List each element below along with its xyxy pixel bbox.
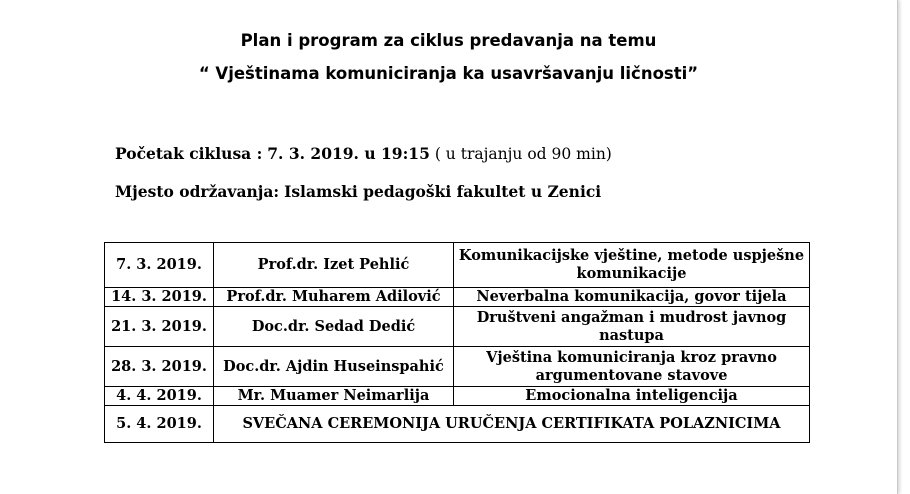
lecturer-cell: Prof.dr. Muharem Adilović bbox=[214, 288, 454, 307]
table-row bbox=[105, 243, 810, 288]
start-label: Početak ciklusa : bbox=[115, 144, 263, 163]
duration-note: ( u trajanju od 90 min) bbox=[434, 145, 612, 163]
lecturer-cell: Doc.dr. Ajdin Huseinspahić bbox=[214, 347, 454, 387]
date-cell: 5. 4. 2019. bbox=[105, 406, 214, 443]
lecturer-cell: Prof.dr. Izet Pehlić bbox=[214, 243, 454, 288]
topic-cell: Neverbalna komunikacija, govor tijela bbox=[454, 288, 810, 307]
venue-value: Islamski pedagoški fakultet u Zenici bbox=[284, 182, 602, 201]
table-row bbox=[105, 387, 810, 406]
date-cell: 28. 3. 2019. bbox=[105, 347, 214, 387]
topic-cell: Komunikacijske vještine, metode uspješne komunikacije bbox=[454, 243, 810, 288]
start-info bbox=[115, 144, 612, 163]
venue-info bbox=[115, 182, 601, 201]
lecturer-cell: Mr. Muamer Neimarlija bbox=[214, 387, 454, 406]
table-row bbox=[105, 307, 810, 347]
table-row bbox=[105, 406, 810, 443]
table-row bbox=[105, 347, 810, 387]
lecturer-cell: Doc.dr. Sedad Dedić bbox=[214, 307, 454, 347]
document-subtitle: “ Vještinama komuniciranja ka usavršavanju ličnosti” bbox=[198, 64, 699, 83]
topic-cell: Emocionalna inteligencija bbox=[454, 387, 810, 406]
topic-cell: Društveni angažman i mudrost javnog nastupa bbox=[454, 307, 810, 347]
table-row bbox=[105, 288, 810, 307]
document-title: Plan i program za ciklus predavanja na temu bbox=[240, 31, 657, 50]
ceremony-cell: SVEČANA CEREMONIJA URUČENJA CERTIFIKATA POLAZNICIMA bbox=[214, 406, 810, 443]
date-cell: 4. 4. 2019. bbox=[105, 387, 214, 406]
topic-cell: Vještina komuniciranja kroz pravno argumentovane stavove bbox=[454, 347, 810, 387]
venue-label: Mjesto održavanja: bbox=[115, 182, 280, 201]
date-cell: 14. 3. 2019. bbox=[105, 288, 214, 307]
schedule-table bbox=[104, 242, 810, 443]
start-value: 7. 3. 2019. u 19:15 bbox=[267, 144, 430, 163]
date-cell: 7. 3. 2019. bbox=[105, 243, 214, 288]
date-cell: 21. 3. 2019. bbox=[105, 307, 214, 347]
